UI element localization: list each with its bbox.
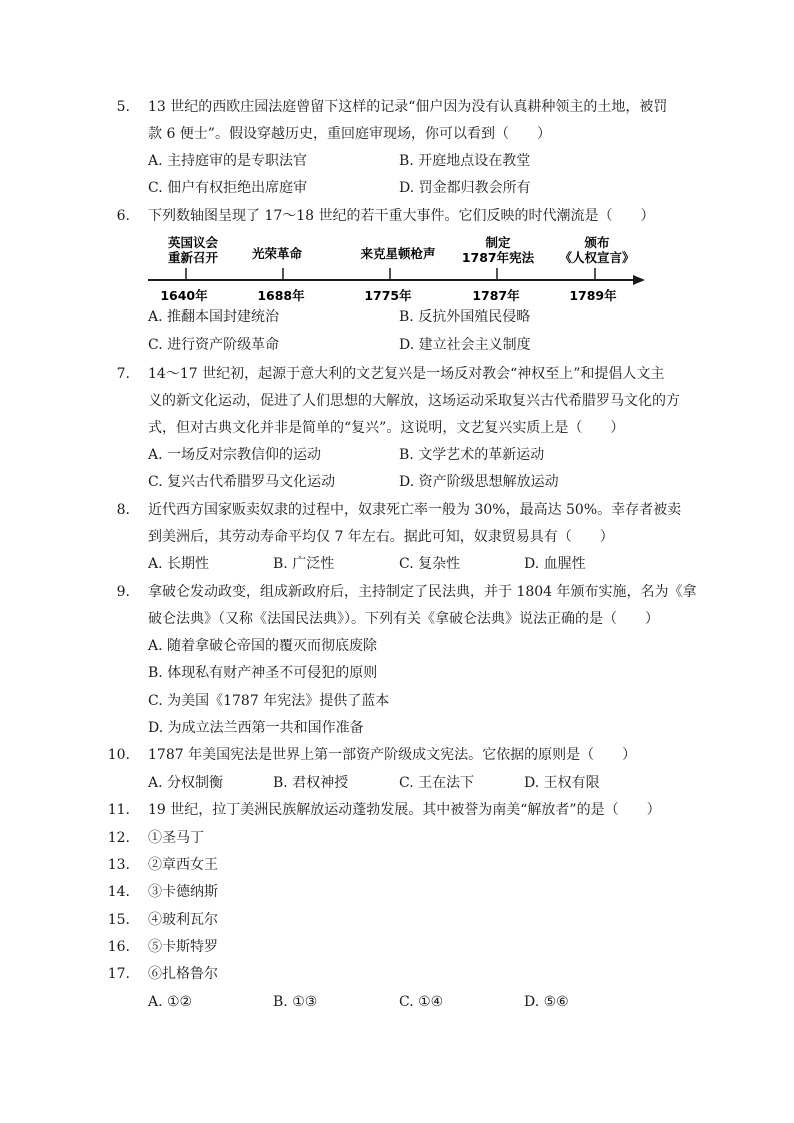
option-d[interactable]: D. 建立社会主义制度 [399, 337, 531, 353]
list-item: ①圣马丁 [148, 830, 204, 846]
option-a[interactable]: A. 长期性 [148, 556, 210, 572]
timeline-year: 1775年 [364, 288, 412, 303]
question-number: 11. [107, 802, 130, 818]
option-c[interactable]: C. 复杂性 [399, 556, 461, 572]
item-number: 15. [107, 912, 130, 928]
timeline-year: 1640年 [160, 288, 208, 303]
option-c[interactable]: C. 为美国《1787 年宪法》提供了蓝本 [148, 693, 390, 709]
option-a[interactable]: A. 分权制衡 [148, 775, 224, 791]
option-c[interactable]: C. 进行资产阶级革命 [148, 337, 280, 353]
list-item: ②章西女王 [148, 857, 218, 873]
question-text: 下列数轴图呈现了 17～18 世纪的若干重大事件。它们反映的时代潮流是（ ） [148, 208, 655, 224]
question-number: 9. [116, 584, 130, 600]
option-b[interactable]: B. 体现私有财产神圣不可侵犯的原则 [148, 665, 378, 681]
question-text: 义的新文化运动，促进了人们思想的大解放，这场运动采取复兴古代希腊罗马文化的方 [148, 393, 680, 409]
question-text: 19 世纪，拉丁美洲民族解放运动蓬勃发展。其中被誉为南美“解放者”的是（ ） [148, 802, 661, 818]
question-text: 到美洲后，其劳动寿命平均仅 7 年左右。据此可知，奴隶贸易具有（ ） [148, 529, 614, 545]
list-item: ⑥扎格鲁尔 [148, 966, 218, 982]
question-text: 1787 年美国宪法是世界上第一部资产阶级成文宪法。它依据的原则是（ ） [148, 747, 637, 763]
timeline-year: 1789年 [569, 288, 617, 303]
option-a[interactable]: A. 一场反对宗教信仰的运动 [148, 447, 322, 463]
timeline-event-line1: 颁布 [584, 235, 610, 250]
list-item: ③卡德纳斯 [148, 884, 218, 900]
question-text: 式，但对古典文化并非是简单的“复兴”。这说明，文艺复兴实质上是（ ） [148, 420, 625, 436]
option-d[interactable]: D. 为成立法兰西第一共和国作准备 [148, 720, 364, 736]
option-c[interactable]: C. 王在法下 [399, 775, 475, 791]
question-number: 7. [116, 366, 130, 382]
option-b[interactable]: B. 文学艺术的革新运动 [399, 447, 545, 463]
item-number: 12. [107, 830, 130, 846]
option-b[interactable]: B. 开庭地点设在教堂 [399, 153, 531, 169]
timeline-event-line2: 光荣革命 [251, 246, 303, 261]
timeline-event-line1: 制定 [485, 235, 511, 250]
question-number: 6. [116, 208, 130, 224]
option-b[interactable]: B. ①③ [273, 994, 318, 1010]
option-d[interactable]: D. 血腥性 [524, 556, 586, 572]
item-number: 16. [107, 939, 130, 955]
option-d[interactable]: D. 罚金都归教会所有 [399, 180, 531, 196]
timeline-event-line1: 英国议会 [167, 235, 219, 250]
question-text: 近代西方国家贩卖奴隶的过程中，奴隶死亡率一般为 30%，最高达 50%。幸存者被卖 [148, 502, 682, 518]
item-number: 17. [107, 966, 130, 982]
question-number: 5. [116, 99, 130, 115]
option-c[interactable]: C. 复兴古代希腊罗马文化运动 [148, 474, 336, 490]
option-c[interactable]: C. ①④ [399, 994, 444, 1010]
option-d[interactable]: D. 资产阶级思想解放运动 [399, 474, 559, 490]
question-text: 13 世纪的西欧庄园法庭曾留下这样的记录“佃户因为没有认真耕种领主的土地，被罚 [148, 99, 668, 115]
item-number: 13. [107, 857, 130, 873]
timeline-year: 1688年 [257, 288, 305, 303]
list-item: ⑤卡斯特罗 [148, 939, 218, 955]
timeline-event-line2: 《人权宣言》 [559, 250, 635, 265]
question-number: 10. [107, 747, 130, 763]
option-b[interactable]: B. 广泛性 [273, 556, 335, 572]
timeline-event-line2: 重新召开 [167, 250, 219, 265]
question-text: 14～17 世纪初，起源于意大利的文艺复兴是一场反对教会“神权至上”和提倡人文主 [148, 366, 665, 382]
option-b[interactable]: B. 君权神授 [273, 775, 349, 791]
option-c[interactable]: C. 佃户有权拒绝出席庭审 [148, 180, 308, 196]
question-text: 拿破仑发动政变，组成新政府后，主持制定了民法典，并于 1804 年颁布实施，名为《拿 [148, 584, 697, 600]
question-text: 款 6 便士”。假设穿越历史，重回庭审现场，你可以看到（ ） [148, 126, 551, 142]
option-a[interactable]: A. 推翻本国封建统治 [148, 309, 280, 325]
item-number: 14. [107, 884, 130, 900]
option-d[interactable]: D. 王权有限 [524, 775, 600, 791]
option-a[interactable]: A. 随着拿破仑帝国的覆灭而彻底废除 [148, 638, 378, 654]
timeline-arrow [633, 275, 645, 285]
timeline-event-line2: 来克星顿枪声 [360, 246, 436, 261]
list-item: ④玻利瓦尔 [148, 912, 218, 928]
question-text: 破仑法典》（又称《法国民法典》）。下列有关《拿破仑法典》说法正确的是（ ） [148, 611, 659, 627]
option-a[interactable]: A. ①② [148, 994, 193, 1010]
option-a[interactable]: A. 主持庭审的是专职法官 [148, 153, 308, 169]
timeline-event-line2: 1787年宪法 [461, 250, 535, 265]
option-b[interactable]: B. 反抗外国殖民侵略 [399, 309, 531, 325]
question-number: 8. [116, 502, 130, 518]
option-d[interactable]: D. ⑤⑥ [524, 994, 569, 1010]
timeline-year: 1787年 [472, 288, 520, 303]
